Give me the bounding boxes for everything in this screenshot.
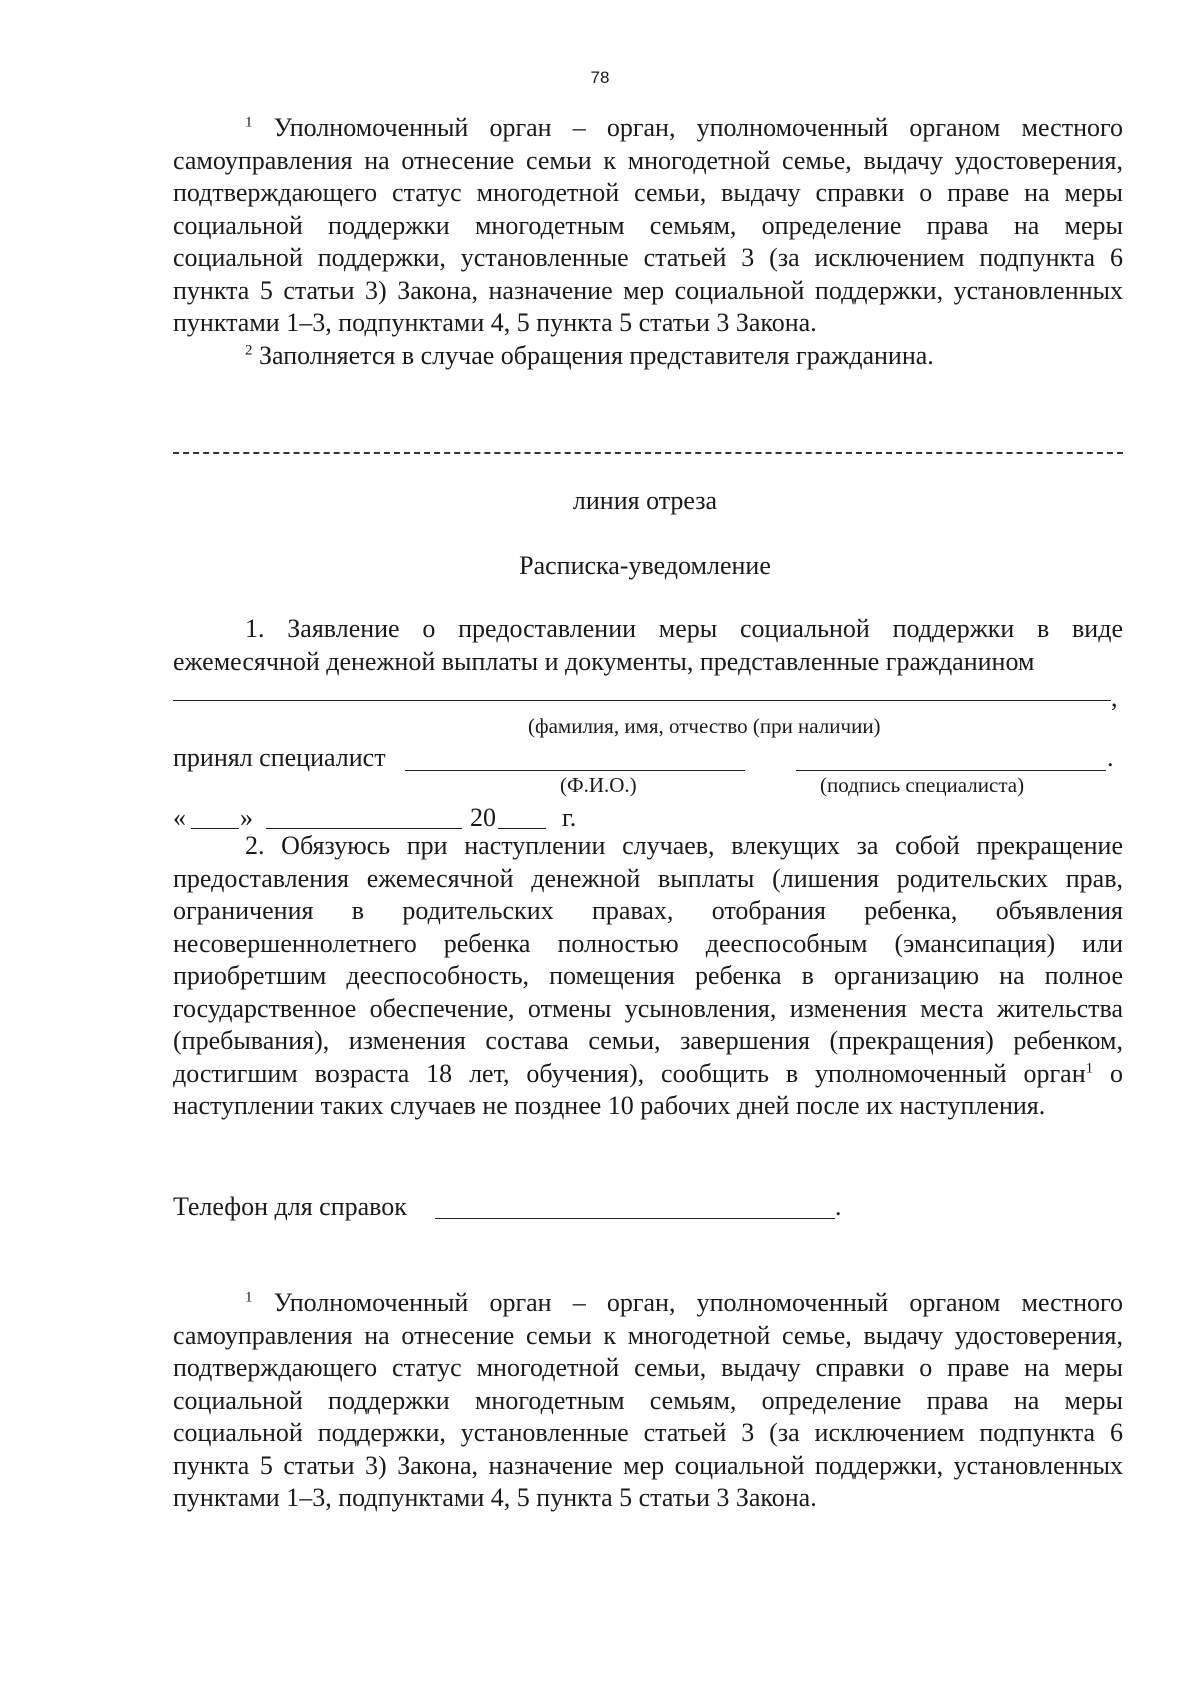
phone-field [435, 1218, 835, 1219]
receipt-title: Расписка-уведомление [519, 551, 771, 580]
phone-label: Телефон для справок [173, 1192, 407, 1221]
page-number: 78 [590, 68, 610, 87]
date-year-field [498, 828, 546, 829]
footnote-2-text: Заполняется в случае обращения представителя гражданина. [259, 340, 934, 370]
date-day-field [191, 828, 239, 829]
footnote-1-text: Уполномоченный орган – орган, уполномоченный органом местного самоуправления на отнесение семьи к многодетной семье, выдачу удостоверения, подтверждающего статус многодетной семьи, выдачу справки о праве на меры социальной поддержки многодетным семьям, определение права на меры социальной поддержки, установленные статьей 3 (за исключением подпункта 6 пункта 5 статьи 3) Закона, назначение мер социальной поддержки, установленных пунктами 1–3, подпунктами 4, 5 пункта 5 статьи 3 Закона. [173, 113, 1123, 337]
fio-hint: (фамилия, имя, отчество (при наличии) [528, 714, 881, 738]
footnote-bottom [173, 1287, 1123, 1515]
item-2-footnote-mark: 1 [1085, 1059, 1094, 1076]
item-2-body: 2. Обязуюсь при наступлении случаев, влекущих за собой прекращение предоставления ежемесячной денежной выплаты (лишения родительских прав, ограничения в родительских правах, отобрания ребенка, объявления несовершеннолетнего ребенка полностью дееспособным (эмансипация) или приобретшим дееспособность, помещения ребенка в организацию на полное государственное обеспечение, отмены усыновления, изменения места жительства (пребывания), изменения состава семьи, завершения (прекращения) ребенком, достигшим возраста 18 лет, обучения), сообщить в уполномоченный орган [173, 831, 1123, 1088]
date-year-suffix: г. [562, 803, 577, 832]
specialist-signature-field [796, 770, 1106, 771]
footnote-1-mark: 1 [245, 114, 253, 131]
footnote-1 [173, 112, 1123, 340]
item-2-text [173, 830, 1123, 1123]
name-comma: , [1111, 683, 1118, 712]
phone-period: . [835, 1192, 842, 1221]
cut-line [173, 452, 1123, 454]
receipt-item-1 [173, 613, 1123, 678]
cut-line-label: линия отреза [572, 486, 718, 515]
specialist-name-field [405, 770, 745, 771]
date-month-field [266, 828, 462, 829]
accepted-period: . [1107, 743, 1114, 772]
applicant-name-field [173, 700, 1111, 701]
footnotes-top [173, 112, 1123, 372]
date-year-prefix: 20 [470, 803, 496, 832]
item-1-text: 1. Заявление о предоставлении меры социальной поддержки в виде ежемесячной денежной выплаты и документы, представленные гражданином [173, 614, 1123, 676]
fio-short-hint: (Ф.И.О.) [560, 773, 637, 797]
footnote-bottom-text: Уполномоченный орган – орган, уполномоченный органом местного самоуправления на отнесение семьи к многодетной семье, выдачу удостоверения, подтверждающего статус многодетной семьи, выдачу справки о праве на меры социальной поддержки многодетным семьям, определение права на меры социальной поддержки, установленные статьей 3 (за исключением подпункта 6 пункта 5 статьи 3) Закона, назначение мер социальной поддержки, установленных пунктами 1–3, подпунктами 4, 5 пункта 5 статьи 3 Закона. [173, 1288, 1123, 1512]
footnote-bottom-mark: 1 [245, 1289, 253, 1306]
item-2-tail: о наступлении таких случаев не позднее 10 рабочих дней после их наступления. [173, 1058, 1123, 1120]
signature-hint: (подпись специалиста) [820, 773, 1025, 797]
date-quote-open: « [173, 803, 186, 832]
accepted-label: принял специалист [173, 743, 386, 772]
date-quote-close: » [240, 803, 253, 832]
receipt-item-2 [173, 830, 1123, 1123]
footnote-bottom-1 [173, 1287, 1123, 1515]
footnote-2 [173, 340, 1123, 373]
footnote-2-mark: 2 [245, 341, 253, 358]
